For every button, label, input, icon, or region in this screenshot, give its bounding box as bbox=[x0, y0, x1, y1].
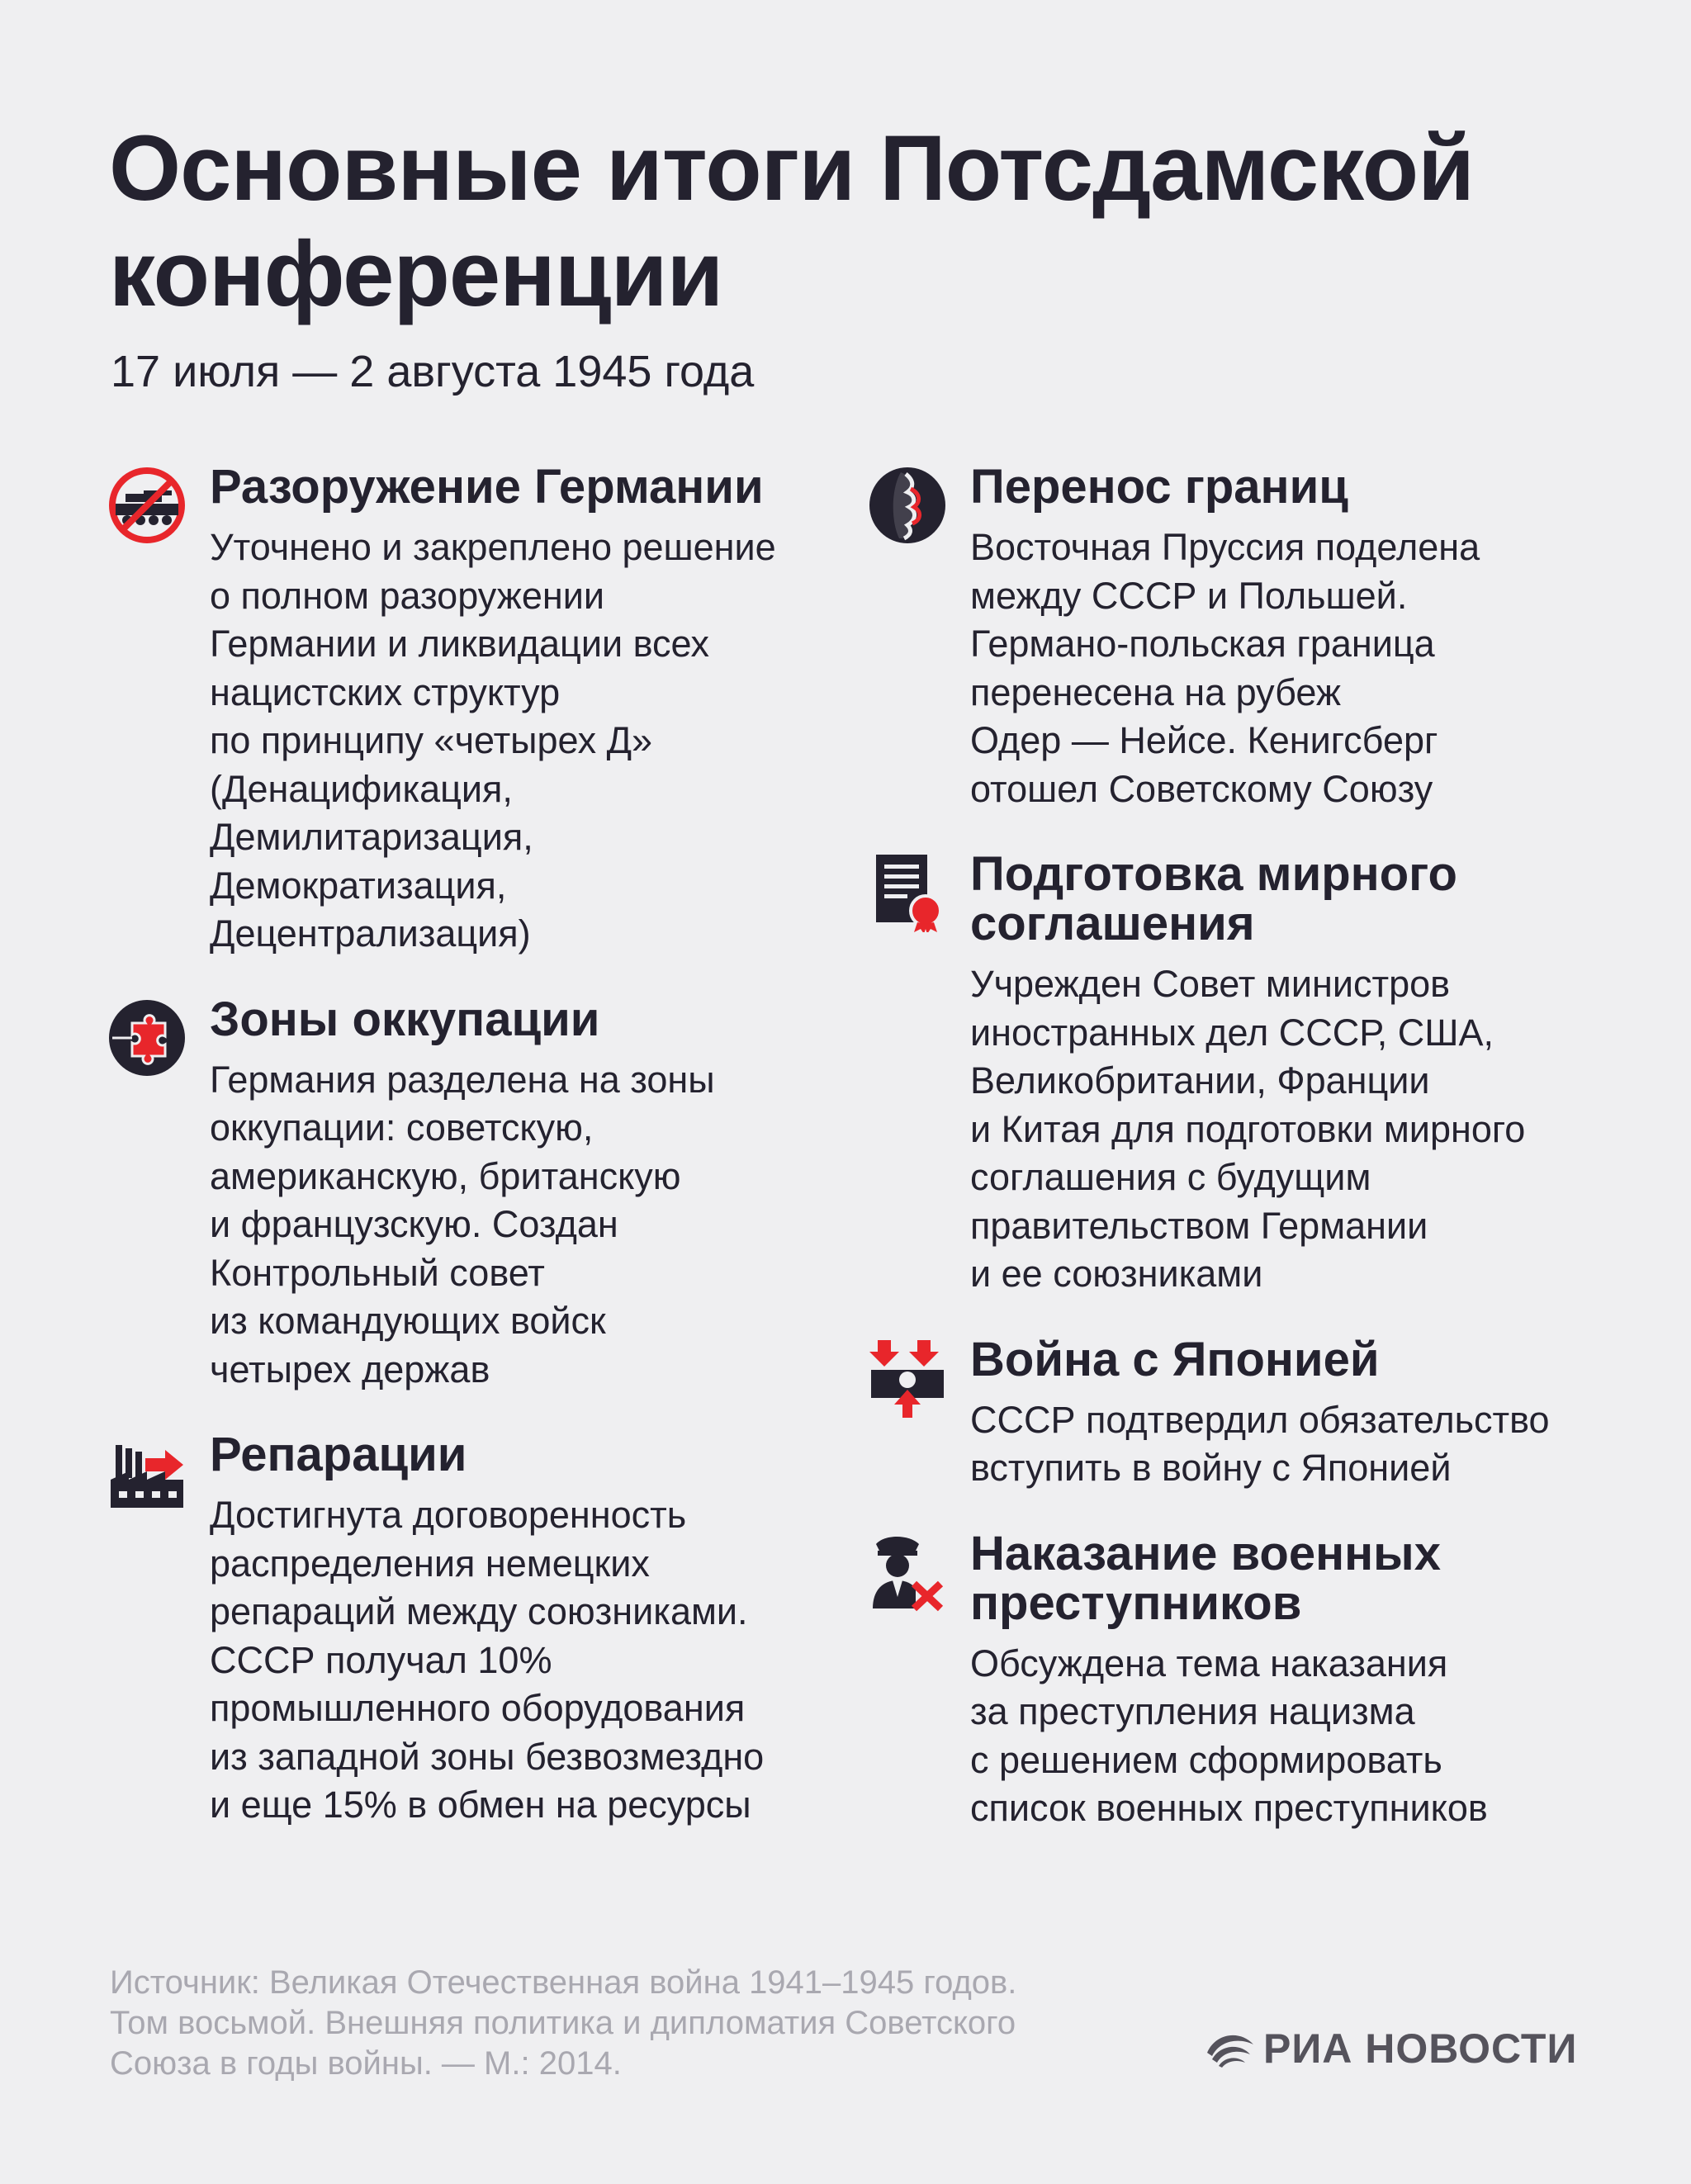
item-war-criminals bbox=[868, 1526, 1611, 1833]
item-occupation-zones bbox=[107, 992, 850, 1395]
page-title: Основные итоги Потсдамской конференции bbox=[109, 116, 1474, 325]
right-column bbox=[868, 462, 1611, 1833]
item-text: Достигнута договоренность распределения немецких репараций между союзниками. СССР получал 10% промышленного оборудования из западной зоны безвозмездно и еще 15% в обмен на ресурсы bbox=[210, 1494, 765, 1826]
item-text: Уточнено и закреплено решение о полном разоружении Германии и ликвидации всех нацистских структур по принципу «четырех Д» (Денацификация, Демилитаризация, Демократизация, Децентрализация) bbox=[210, 526, 776, 955]
item-heading: Наказание военных преступников bbox=[970, 1526, 1441, 1630]
factory-arrow-icon bbox=[107, 1433, 187, 1513]
item-disarmament bbox=[107, 462, 850, 959]
puzzle-globe-icon bbox=[107, 998, 187, 1078]
item-heading: Война с Японией bbox=[970, 1332, 1380, 1386]
item-text: Обсуждена тема наказания за преступления нацизма с решением сформировать список военных преступников bbox=[970, 1642, 1488, 1829]
item-heading: Зоны оккупации bbox=[210, 992, 600, 1046]
document-seal-icon bbox=[868, 853, 947, 932]
item-war-with-japan bbox=[868, 1332, 1611, 1493]
item-heading: Перенос границ bbox=[970, 460, 1348, 514]
item-heading: Репарации bbox=[210, 1428, 467, 1481]
item-peace-agreement bbox=[868, 847, 1611, 1299]
tank-crossed-icon bbox=[107, 466, 187, 545]
left-column bbox=[107, 462, 850, 1830]
arrows-target-icon bbox=[868, 1338, 947, 1418]
item-text: Учрежден Совет министров иностранных дел СССР, США, Великобритании, Франции и Китая для подготовки мирного соглашения с будущим правительством Германии и ее союзниками bbox=[970, 963, 1526, 1295]
ria-novosti-logo bbox=[1204, 2025, 1577, 2073]
item-heading: Разоружение Германии bbox=[210, 460, 764, 514]
item-reparations bbox=[107, 1430, 850, 1830]
officer-crossed-icon bbox=[868, 1533, 947, 1612]
source-note: Источник: Великая Отечественная война 1941–1945 годов. Том восьмой. Внешняя политика и дипломатия Советского Союза в годы войны. — М.: 2014. bbox=[110, 1964, 1017, 2082]
item-text: СССР подтвердил обязательство вступить в войну с Японией bbox=[970, 1398, 1550, 1489]
ria-logo-icon bbox=[1204, 2028, 1255, 2069]
border-shift-globe-icon bbox=[868, 466, 947, 545]
logo-text: РИА НОВОСТИ bbox=[1263, 2025, 1578, 2072]
item-text: Восточная Пруссия поделена между СССР и Польшей. Германо-польская граница перенесена на рубеж Одер — Нейсе. Кенигсберг отошел Советскому Союзу bbox=[970, 526, 1480, 810]
item-text: Германия разделена на зоны оккупации: советскую, американскую, британскую и французскую. Создан Контрольный совет из командующих войск четырех держав bbox=[210, 1058, 715, 1390]
item-heading: Подготовка мирного соглашения bbox=[970, 847, 1457, 950]
item-border-shift bbox=[868, 462, 1611, 813]
page-subtitle-dates: 17 июля — 2 августа 1945 года bbox=[111, 347, 755, 396]
